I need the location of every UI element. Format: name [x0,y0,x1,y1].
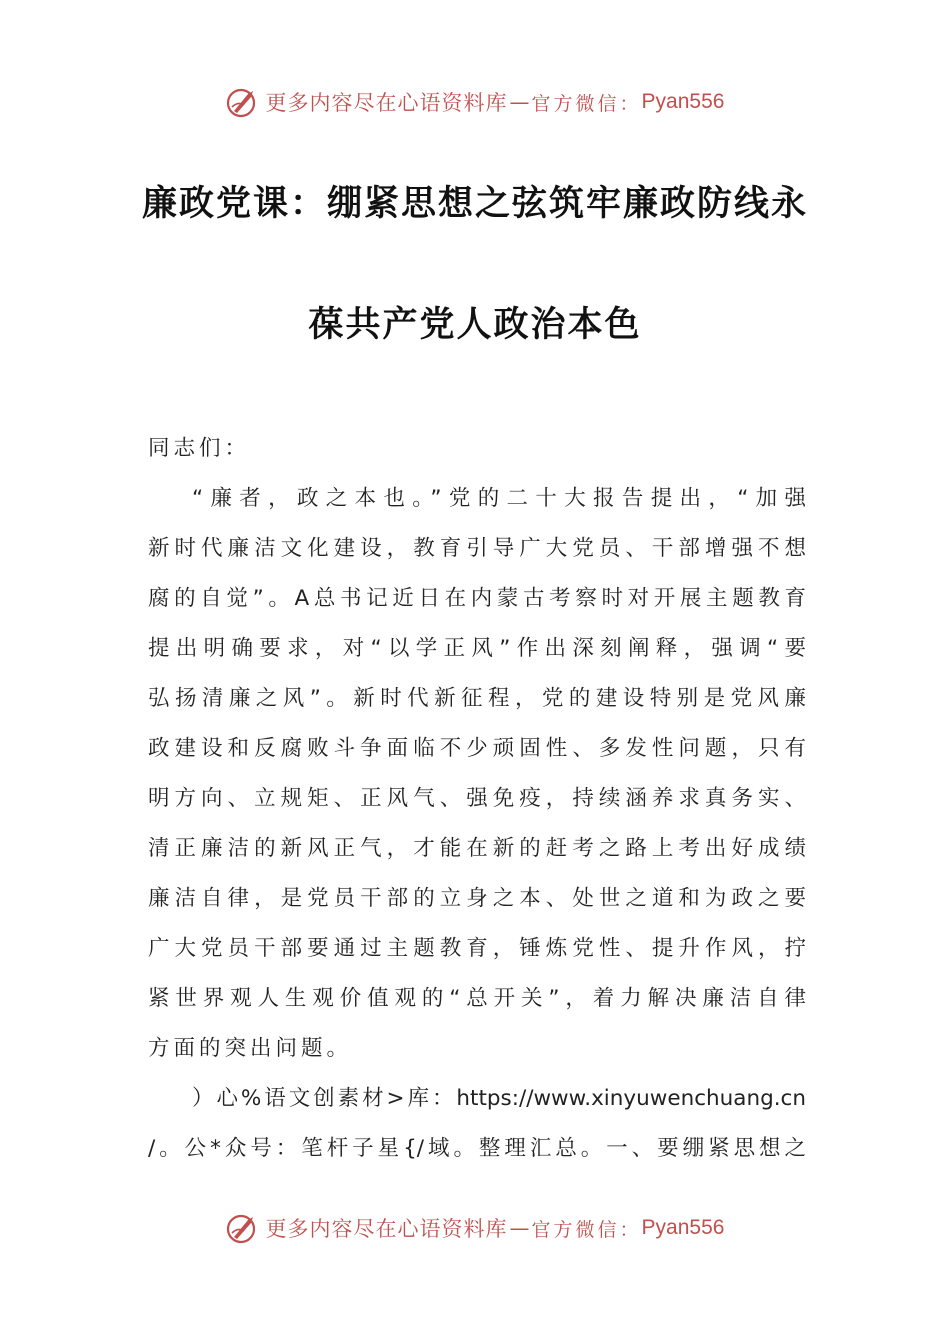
pen-logo-icon [226,1211,260,1245]
body-line: 新时代廉洁文化建设，教育引导广大党员、干部增强不想 [148,536,806,561]
body-line: 廉洁自律，是党员干部的立身之本、处世之道和为政之要 [148,886,806,911]
source-line: ）心%语文创素材>库：https://www.xinyuwenchuang.cn [192,1086,806,1111]
body-line: 明方向、立规矩、正风气、强免疫，持续涵养求真务实、 [148,786,806,811]
salutation: 同志们： [148,436,251,461]
banner-wechat-id: Pyan556 [641,1216,725,1239]
banner-brand: 更多内容尽在心语资料库 [265,1217,508,1241]
body-line: 政建设和反腐败斗争面临不少顽固性、多发性问题，只有 [148,736,806,761]
footer-banner [0,1208,950,1248]
body-line: 紧世界观人生观价值观的“总开关”，着力解决廉洁自律 [148,986,806,1011]
pen-logo-icon [226,85,260,119]
body-line: 弘扬清廉之风”。新时代新征程，党的建设特别是党风廉 [148,686,806,711]
banner-dash: — [509,1216,530,1240]
body-line: 清正廉洁的新风正气，才能在新的赶考之路上考出好成绩 [148,836,806,861]
document-title-line-1: 廉政党课：绷紧思想之弦筑牢廉政防线永 [141,184,808,224]
banner-dash: — [509,90,530,114]
document-title-line-2: 葆共产党人政治本色 [308,305,642,345]
header-banner [0,82,950,122]
body-line: 方面的突出问题。 [148,1036,353,1061]
body-line: “廉者，政之本也。”党的二十大报告提出，“加强 [192,486,806,511]
body-line: 提出明确要求，对“以学正风”作出深刻阐释，强调“要 [148,636,806,661]
body-line: 广大党员干部要通过主题教育，锤炼党性、提升作风，拧 [148,936,806,961]
body-line: 腐的自觉”。A总书记近日在内蒙古考察时对开展主题教育 [148,586,806,611]
document-body [148,434,808,1174]
banner-wechat-id: Pyan556 [641,90,725,113]
source-line: /。公*众号：笔杆子星{/域。整理汇总。一、要绷紧思想之 [148,1136,806,1161]
banner-official-label: 官方微信： [531,1218,642,1241]
banner-brand: 更多内容尽在心语资料库 [265,91,508,115]
banner-official-label: 官方微信： [531,92,642,115]
